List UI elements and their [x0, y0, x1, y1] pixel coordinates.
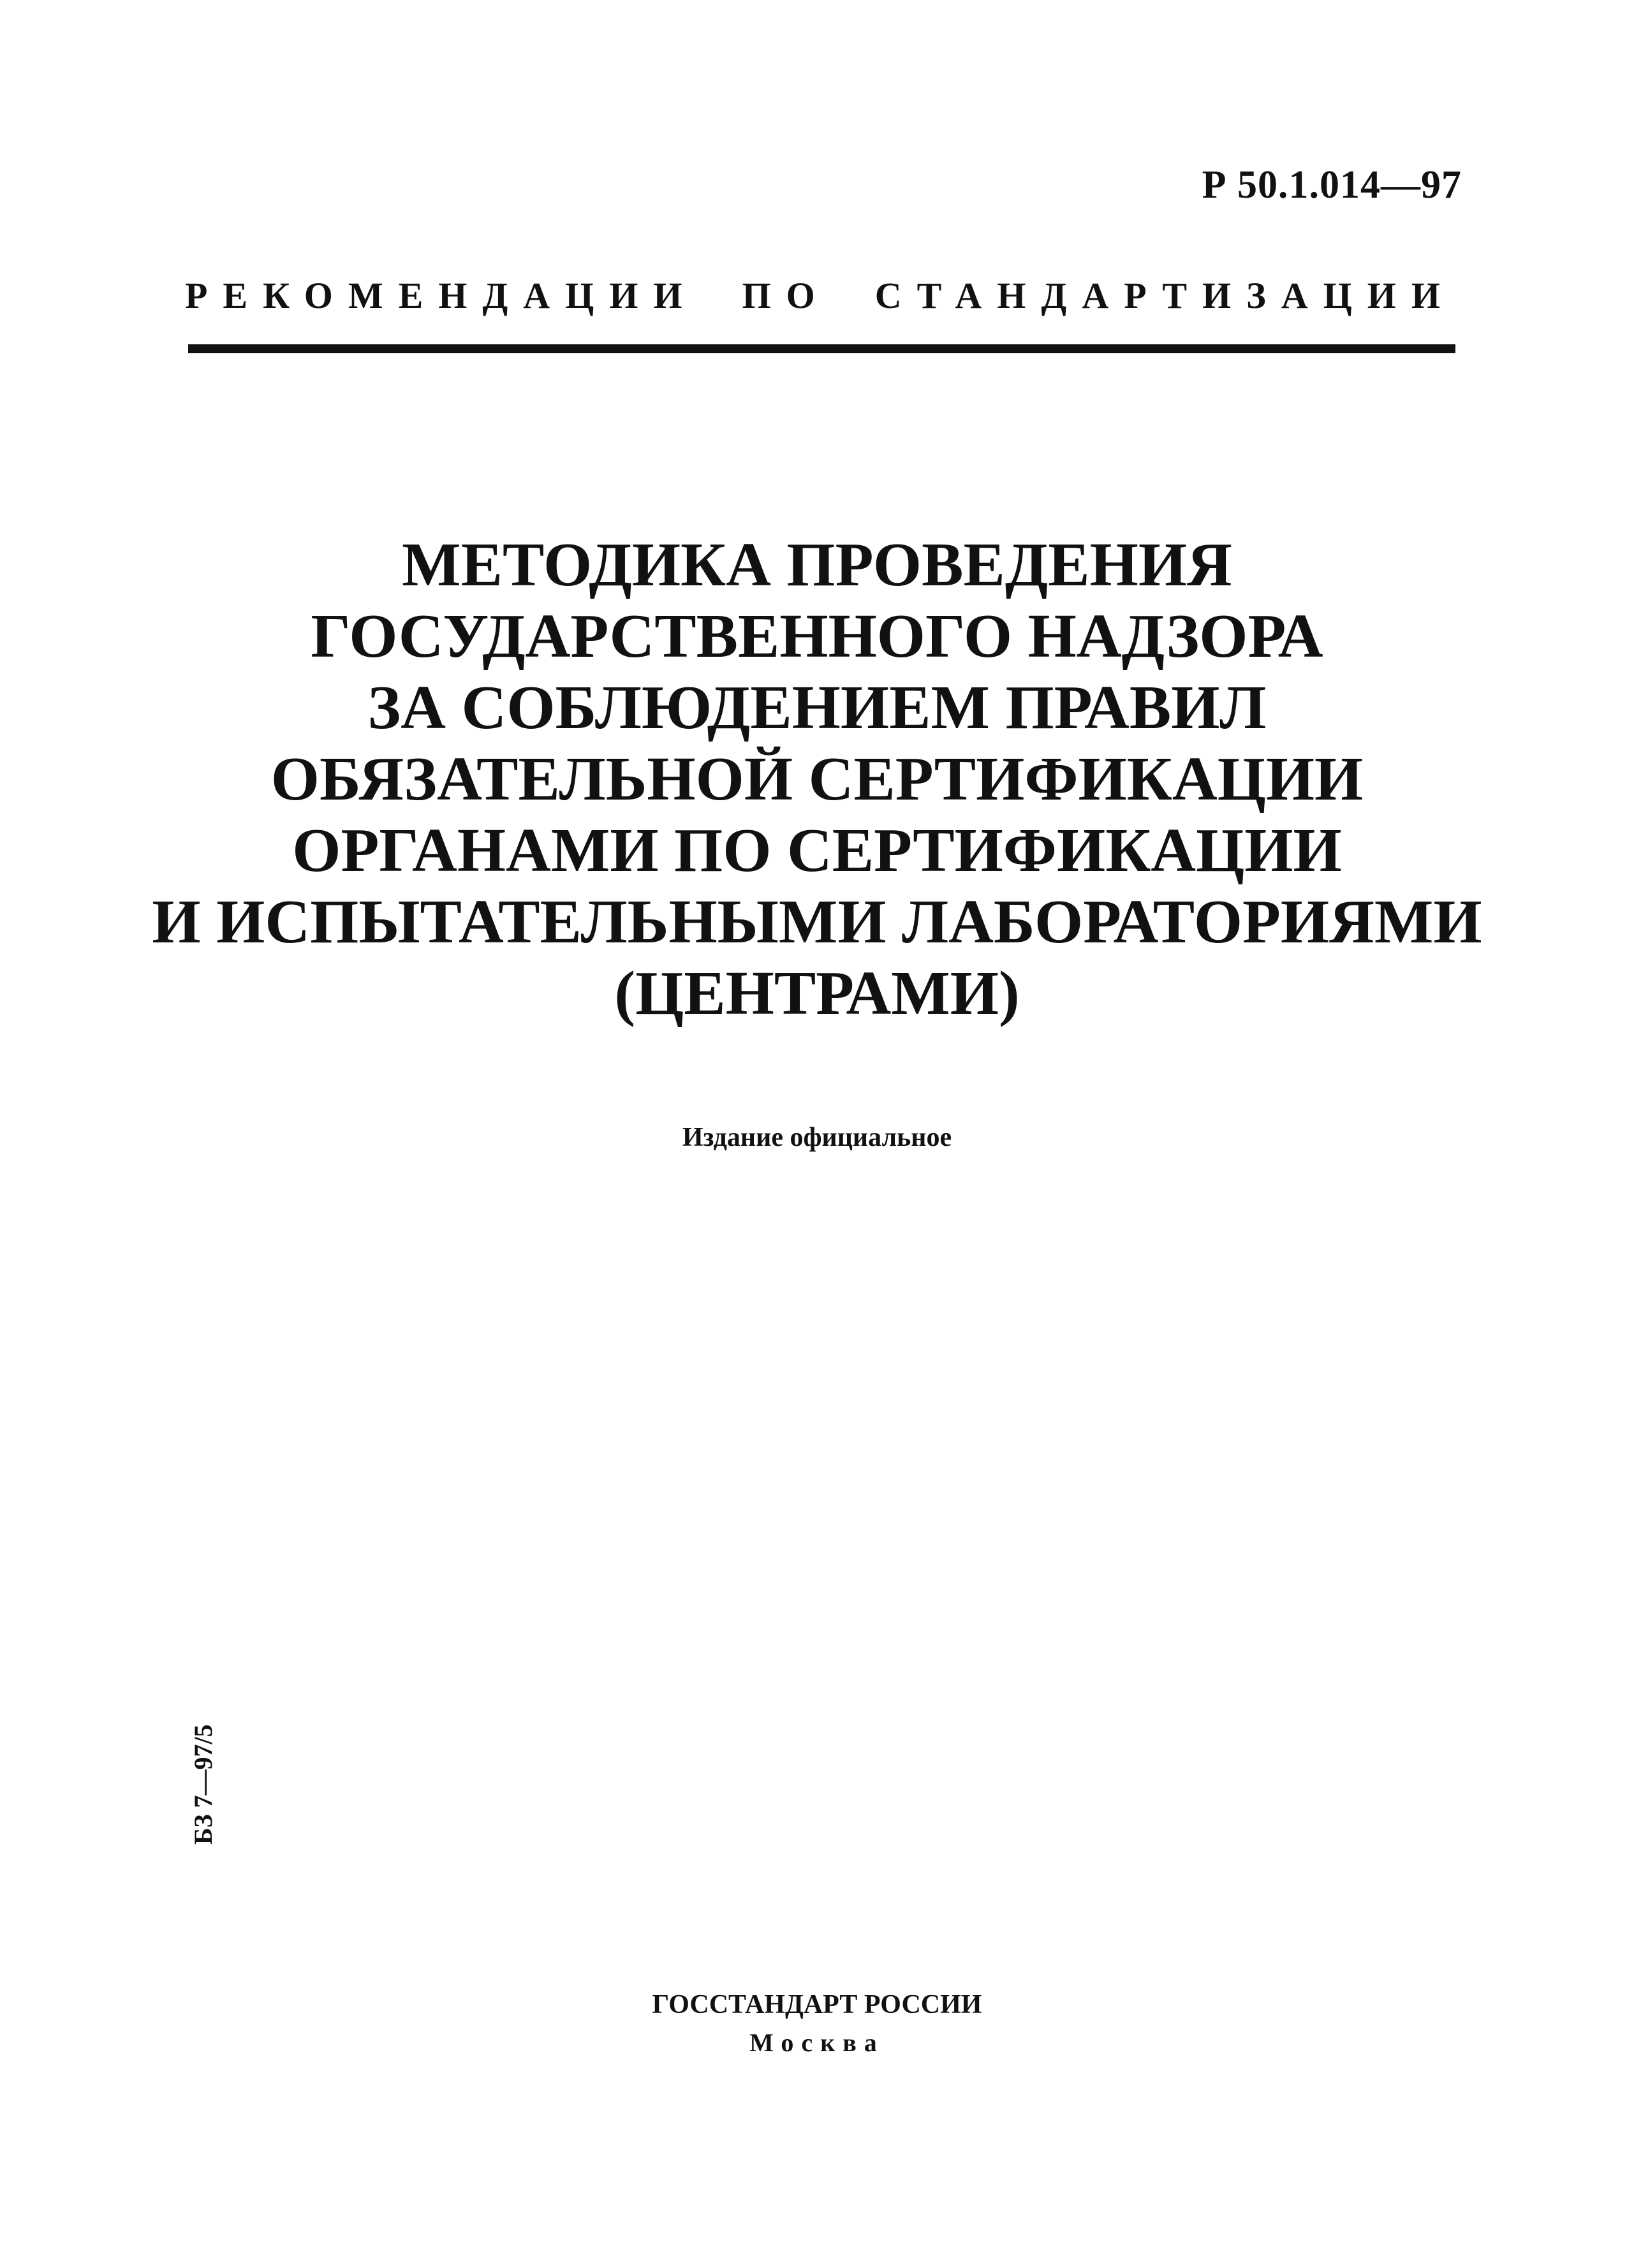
- publisher: ГОССТАНДАРТ РОССИИ: [652, 1990, 982, 2019]
- heading-rule: [188, 344, 1455, 353]
- document-code: Р 50.1.014—97: [1202, 163, 1462, 207]
- side-mark: БЗ 7—97/5: [189, 1724, 217, 1845]
- city: Москва: [749, 2028, 885, 2057]
- document-title: [128, 529, 1506, 1029]
- title-line-7: (ЦЕНТРАМИ): [614, 959, 1020, 1028]
- edition-note: Издание официальное: [682, 1123, 952, 1152]
- title-line-2: ГОСУДАРСТВЕННОГО НАДЗОРА: [311, 602, 1323, 671]
- title-line-3: ЗА СОБЛЮДЕНИЕМ ПРАВИЛ: [367, 673, 1267, 742]
- title-line-6: И ИСПЫТАТЕЛЬНЫМИ ЛАБОРАТОРИЯМИ: [152, 888, 1482, 956]
- title-line-5: ОРГАНАМИ ПО СЕРТИФИКАЦИИ: [292, 816, 1342, 885]
- series-heading: РЕКОМЕНДАЦИИ ПО СТАНДАРТИЗАЦИИ: [185, 275, 1455, 316]
- title-line-1: МЕТОДИКА ПРОВЕДЕНИЯ: [402, 530, 1232, 599]
- title-line-4: ОБЯЗАТЕЛЬНОЙ СЕРТИФИКАЦИИ: [270, 745, 1364, 814]
